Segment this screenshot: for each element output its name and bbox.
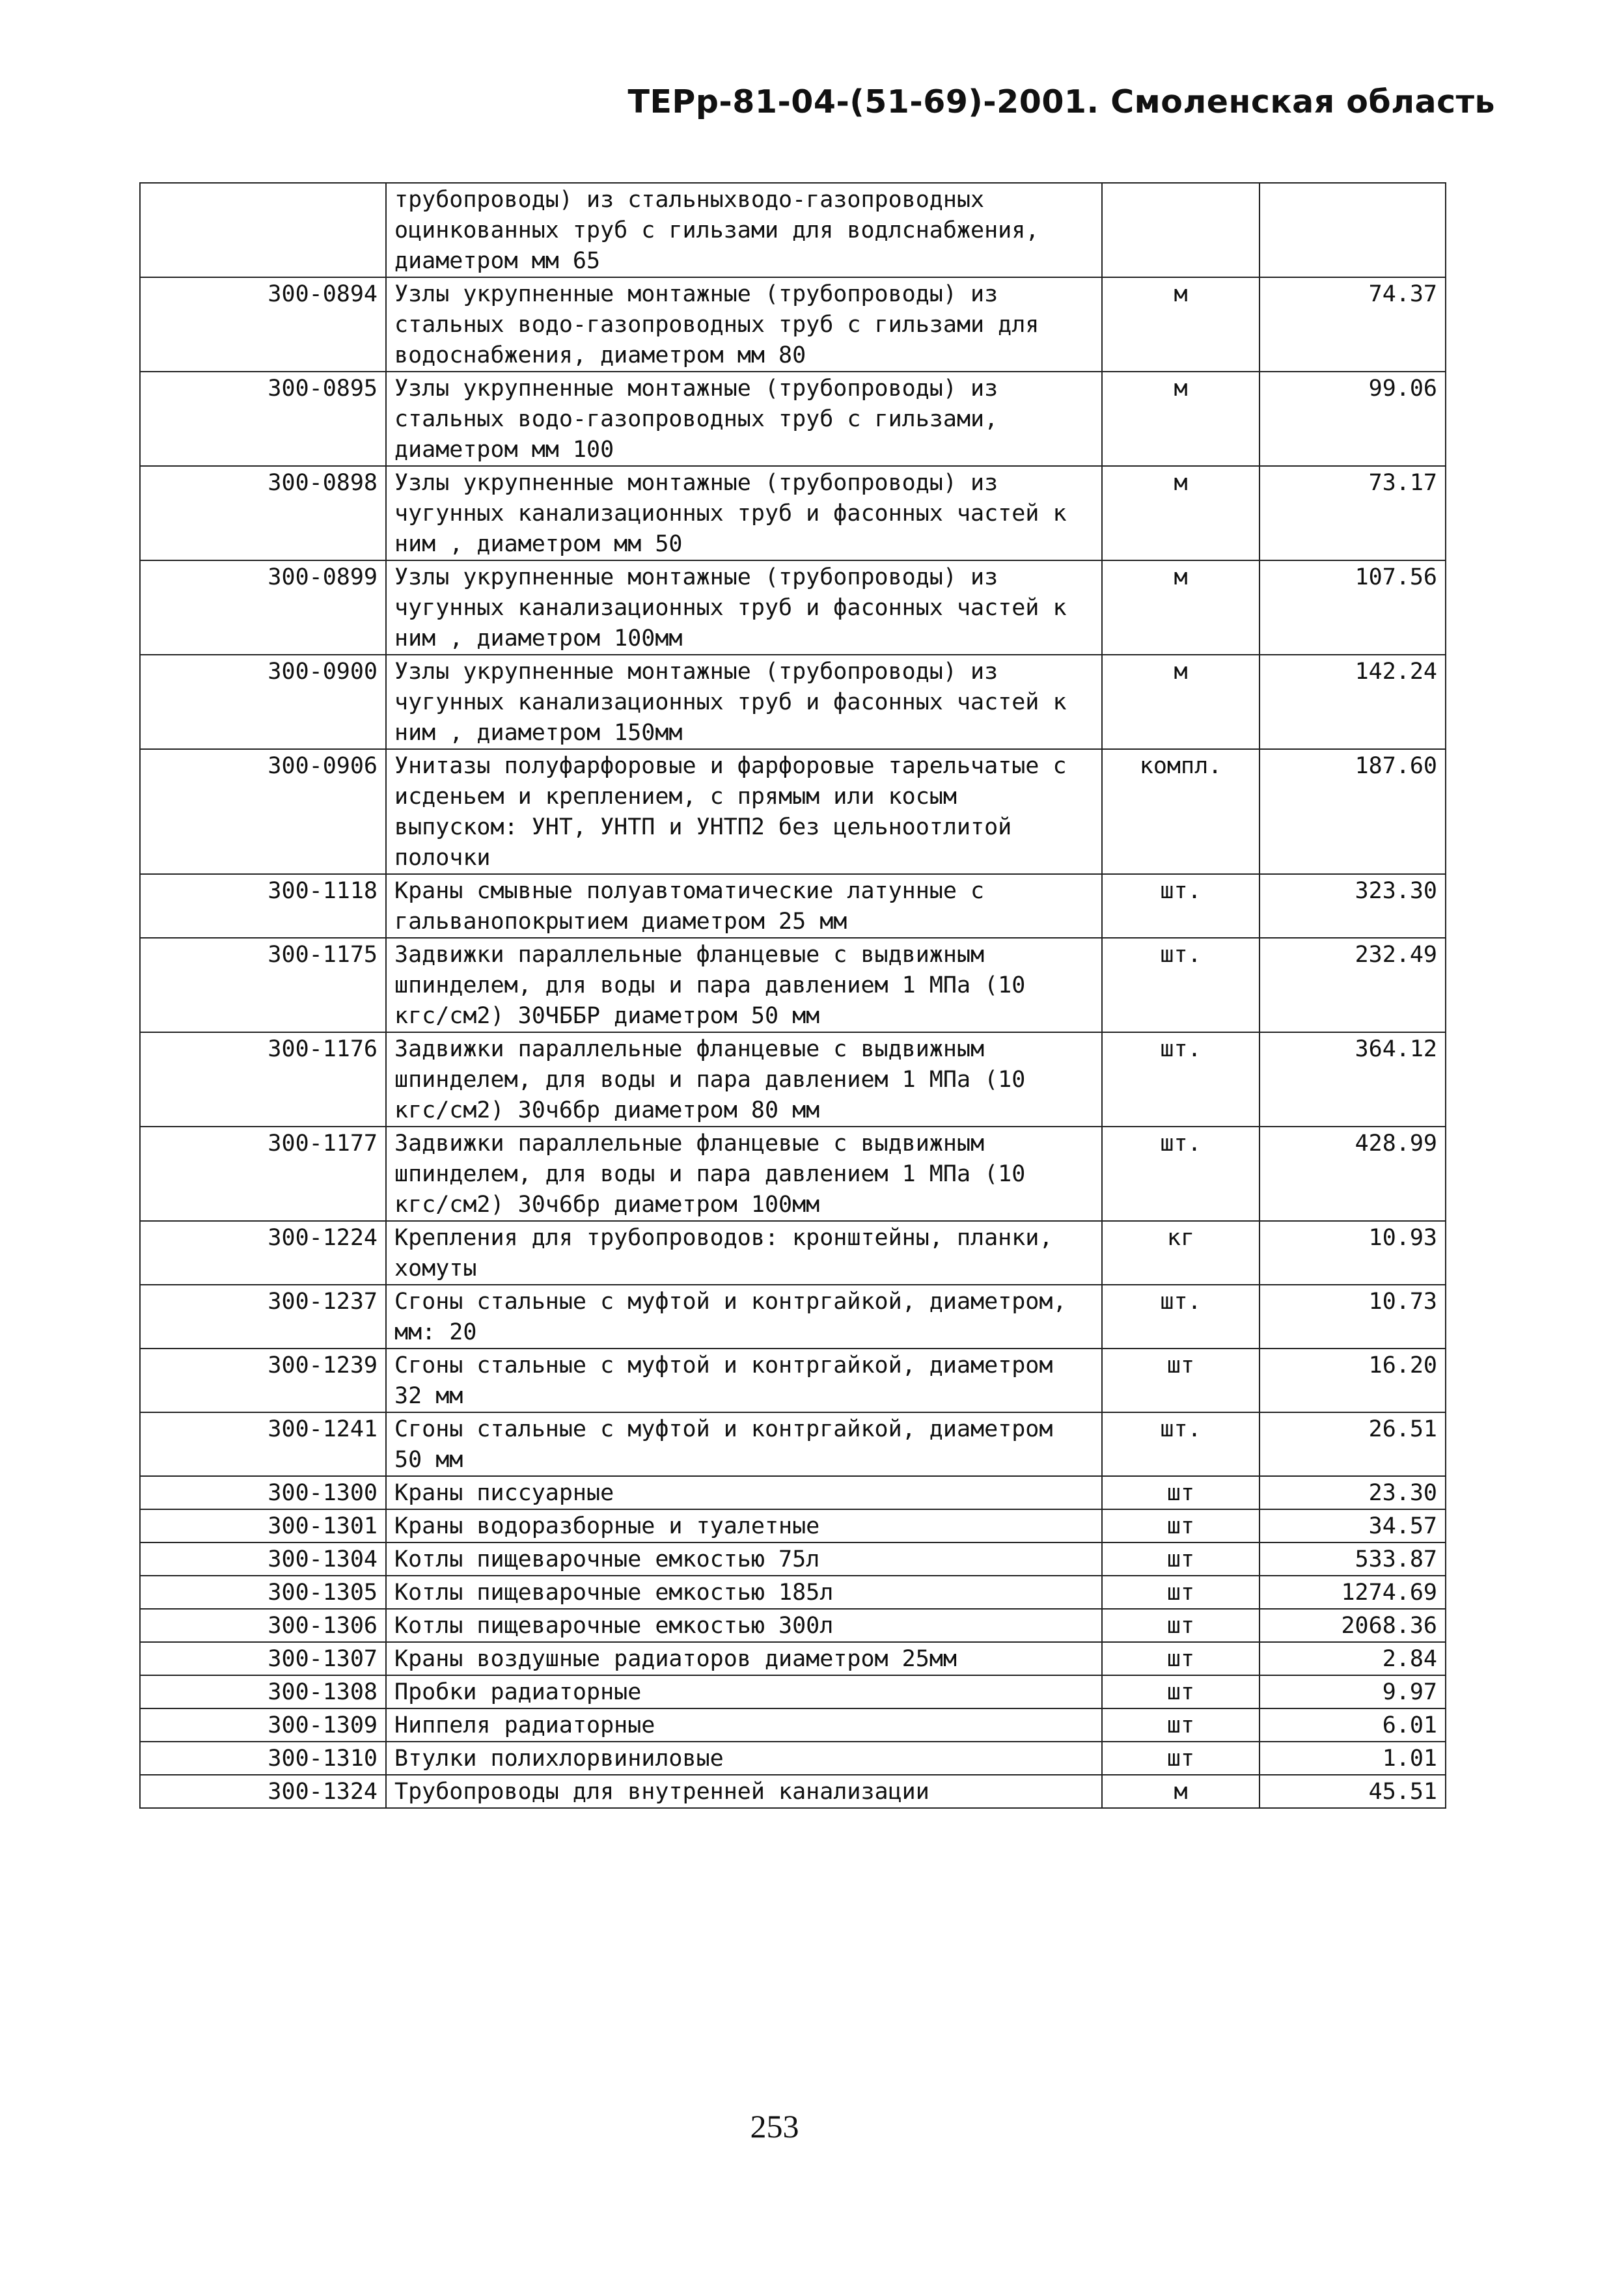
item-name: Краны воздушные радиаторов диаметром 25мм <box>386 1642 1102 1675</box>
item-price: 323.30 <box>1259 874 1446 938</box>
item-unit: м <box>1102 560 1259 655</box>
item-price: 10.93 <box>1259 1221 1446 1285</box>
table-row <box>140 1032 1446 1127</box>
item-price: 142.24 <box>1259 655 1446 749</box>
item-name: Сгоны стальные с муфтой и контргайкой, диаметром, мм: 20 <box>386 1285 1102 1349</box>
table-row <box>140 1542 1446 1576</box>
table-row <box>140 1675 1446 1708</box>
item-code: 300-0895 <box>140 372 386 466</box>
table-row <box>140 1509 1446 1542</box>
item-name: Краны смывные полуавтоматические латунные с гальванопокрытием диаметром 25 мм <box>386 874 1102 938</box>
item-name: Узлы укрупненные монтажные (трубопроводы) из чугунных канализационных труб и фасонных частей к ним , диаметром мм 50 <box>386 466 1102 560</box>
table-row <box>140 749 1446 874</box>
item-code: 300-1176 <box>140 1032 386 1127</box>
item-code: 300-1175 <box>140 938 386 1032</box>
item-code: 300-1239 <box>140 1349 386 1412</box>
item-name: Сгоны стальные с муфтой и контргайкой, диаметром 50 мм <box>386 1412 1102 1476</box>
item-unit: шт <box>1102 1642 1259 1675</box>
item-code: 300-1310 <box>140 1742 386 1775</box>
table-row <box>140 1127 1446 1221</box>
table-row <box>140 655 1446 749</box>
table-row <box>140 938 1446 1032</box>
item-name: трубопроводы) из стальныхводо-газопроводных оцинкованных труб с гильзами для водлснабжения, диаметром мм 65 <box>386 183 1102 277</box>
item-unit: кг <box>1102 1221 1259 1285</box>
item-price: 187.60 <box>1259 749 1446 874</box>
item-price: 26.51 <box>1259 1412 1446 1476</box>
item-price: 533.87 <box>1259 1542 1446 1576</box>
item-unit: шт <box>1102 1742 1259 1775</box>
item-code: 300-1309 <box>140 1708 386 1742</box>
item-code <box>140 183 386 277</box>
item-code: 300-0894 <box>140 277 386 372</box>
item-name: Ниппеля радиаторные <box>386 1708 1102 1742</box>
item-price <box>1259 183 1446 277</box>
item-name: Узлы укрупненные монтажные (трубопроводы) из стальных водо-газопроводных труб с гильзами для водоснабжения, диаметром мм 80 <box>386 277 1102 372</box>
item-code: 300-1241 <box>140 1412 386 1476</box>
item-code: 300-0900 <box>140 655 386 749</box>
item-unit: шт. <box>1102 874 1259 938</box>
table-row <box>140 1742 1446 1775</box>
table-row <box>140 1708 1446 1742</box>
item-name: Задвижки параллельные фланцевые с выдвижным шпинделем, для воды и пара давлением 1 МПа (10 кгс/см2) 30ч6бр диаметром 100мм <box>386 1127 1102 1221</box>
table-row <box>140 277 1446 372</box>
item-unit: шт <box>1102 1542 1259 1576</box>
item-price: 9.97 <box>1259 1675 1446 1708</box>
item-code: 300-1224 <box>140 1221 386 1285</box>
item-name: Втулки полихлорвиниловые <box>386 1742 1102 1775</box>
item-code: 300-0898 <box>140 466 386 560</box>
item-name: Задвижки параллельные фланцевые с выдвижным шпинделем, для воды и пара давлением 1 МПа (10 кгс/см2) 30ЧББР диаметром 50 мм <box>386 938 1102 1032</box>
item-name: Узлы укрупненные монтажные (трубопроводы) из чугунных канализационных труб и фасонных частей к ним , диаметром 150мм <box>386 655 1102 749</box>
item-code: 300-1308 <box>140 1675 386 1708</box>
table-row <box>140 1476 1446 1509</box>
item-code: 300-1304 <box>140 1542 386 1576</box>
table-row <box>140 1775 1446 1808</box>
item-price: 1274.69 <box>1259 1576 1446 1609</box>
item-price: 99.06 <box>1259 372 1446 466</box>
item-unit: м <box>1102 372 1259 466</box>
item-unit: шт. <box>1102 938 1259 1032</box>
item-unit: м <box>1102 655 1259 749</box>
item-price: 232.49 <box>1259 938 1446 1032</box>
item-unit: шт <box>1102 1476 1259 1509</box>
item-name: Краны писсуарные <box>386 1476 1102 1509</box>
item-unit: шт <box>1102 1509 1259 1542</box>
table-row <box>140 1609 1446 1642</box>
item-price: 1.01 <box>1259 1742 1446 1775</box>
price-table <box>139 182 1446 1809</box>
item-name: Крепления для трубопроводов: кронштейны, планки, хомуты <box>386 1221 1102 1285</box>
item-price: 2068.36 <box>1259 1609 1446 1642</box>
item-code: 300-1177 <box>140 1127 386 1221</box>
item-price: 428.99 <box>1259 1127 1446 1221</box>
table-row <box>140 372 1446 466</box>
item-code: 300-1305 <box>140 1576 386 1609</box>
table-row <box>140 1642 1446 1675</box>
item-unit: шт <box>1102 1576 1259 1609</box>
item-price: 34.57 <box>1259 1509 1446 1542</box>
table-row <box>140 183 1446 277</box>
item-unit: шт. <box>1102 1285 1259 1349</box>
item-price: 73.17 <box>1259 466 1446 560</box>
item-name: Котлы пищеварочные емкостью 75л <box>386 1542 1102 1576</box>
item-price: 10.73 <box>1259 1285 1446 1349</box>
item-name: Узлы укрупненные монтажные (трубопроводы) из чугунных канализационных труб и фасонных частей к ним , диаметром 100мм <box>386 560 1102 655</box>
item-name: Задвижки параллельные фланцевые с выдвижным шпинделем, для воды и пара давлением 1 МПа (10 кгс/см2) 30ч6бр диаметром 80 мм <box>386 1032 1102 1127</box>
item-price: 74.37 <box>1259 277 1446 372</box>
item-code: 300-1306 <box>140 1609 386 1642</box>
item-name: Котлы пищеварочные емкостью 300л <box>386 1609 1102 1642</box>
item-name: Трубопроводы для внутренней канализации <box>386 1775 1102 1808</box>
item-unit: компл. <box>1102 749 1259 874</box>
item-price: 364.12 <box>1259 1032 1446 1127</box>
item-unit: м <box>1102 277 1259 372</box>
item-name: Котлы пищеварочные емкостью 185л <box>386 1576 1102 1609</box>
item-code: 300-1301 <box>140 1509 386 1542</box>
item-code: 300-1300 <box>140 1476 386 1509</box>
table-row <box>140 560 1446 655</box>
item-name: Унитазы полуфарфоровые и фарфоровые тарельчатые с исденьем и креплением, с прямым или косым выпуском: УНТ, УНТП и УНТП2 без цельноотлитой полочки <box>386 749 1102 874</box>
item-price: 2.84 <box>1259 1642 1446 1675</box>
page-number: 253 <box>750 2108 799 2145</box>
table-row <box>140 1349 1446 1412</box>
item-price: 107.56 <box>1259 560 1446 655</box>
item-name: Пробки радиаторные <box>386 1675 1102 1708</box>
page-header-title: ТЕРр-81-04-(51-69)-2001. Смоленская область <box>627 83 1495 120</box>
table-row <box>140 1285 1446 1349</box>
table-row <box>140 466 1446 560</box>
item-code: 300-1118 <box>140 874 386 938</box>
item-price: 45.51 <box>1259 1775 1446 1808</box>
table-row <box>140 1221 1446 1285</box>
item-unit: шт <box>1102 1349 1259 1412</box>
item-name: Краны водоразборные и туалетные <box>386 1509 1102 1542</box>
price-table-body <box>140 183 1446 1808</box>
item-code: 300-0899 <box>140 560 386 655</box>
item-unit: шт. <box>1102 1032 1259 1127</box>
table-row <box>140 1412 1446 1476</box>
item-unit: шт. <box>1102 1412 1259 1476</box>
item-code: 300-1237 <box>140 1285 386 1349</box>
item-unit: м <box>1102 466 1259 560</box>
item-unit: шт <box>1102 1609 1259 1642</box>
table-row <box>140 874 1446 938</box>
item-code: 300-1324 <box>140 1775 386 1808</box>
item-name: Узлы укрупненные монтажные (трубопроводы) из стальных водо-газопроводных труб с гильзами, диаметром мм 100 <box>386 372 1102 466</box>
item-name: Сгоны стальные с муфтой и контргайкой, диаметром 32 мм <box>386 1349 1102 1412</box>
item-unit <box>1102 183 1259 277</box>
table-row <box>140 1576 1446 1609</box>
item-code: 300-0906 <box>140 749 386 874</box>
item-unit: шт <box>1102 1675 1259 1708</box>
item-code: 300-1307 <box>140 1642 386 1675</box>
item-unit: м <box>1102 1775 1259 1808</box>
item-unit: шт. <box>1102 1127 1259 1221</box>
item-price: 6.01 <box>1259 1708 1446 1742</box>
item-price: 16.20 <box>1259 1349 1446 1412</box>
item-unit: шт <box>1102 1708 1259 1742</box>
item-price: 23.30 <box>1259 1476 1446 1509</box>
